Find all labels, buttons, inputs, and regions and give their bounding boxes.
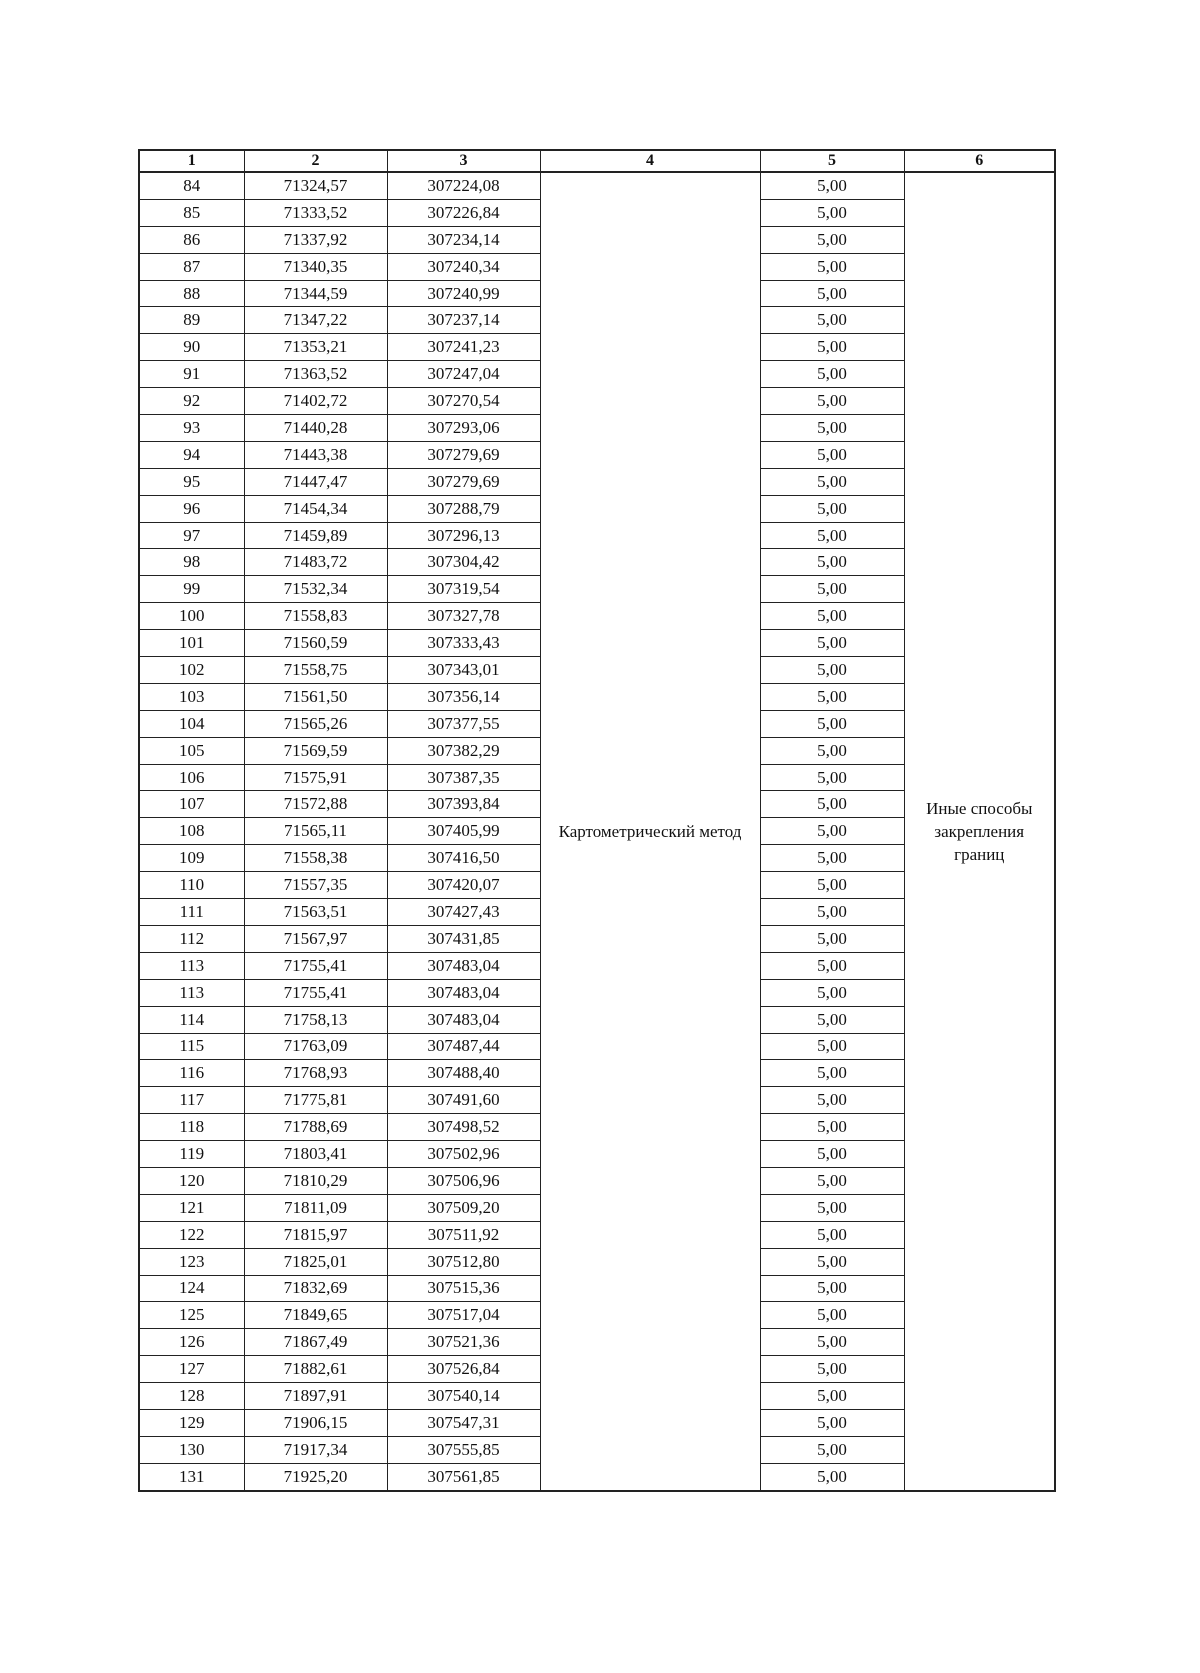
y-coordinate-cell: 307333,43 [387, 630, 540, 657]
y-coordinate-cell: 307304,42 [387, 549, 540, 576]
accuracy-cell: 5,00 [760, 737, 904, 764]
accuracy-cell: 5,00 [760, 522, 904, 549]
method-cell: Картометрический метод [540, 172, 760, 1491]
point-number-cell: 109 [139, 845, 244, 872]
x-coordinate-cell: 71558,75 [244, 657, 387, 684]
y-coordinate-cell: 307226,84 [387, 199, 540, 226]
y-coordinate-cell: 307491,60 [387, 1087, 540, 1114]
y-coordinate-cell: 307247,04 [387, 361, 540, 388]
accuracy-cell: 5,00 [760, 1087, 904, 1114]
point-number-cell: 85 [139, 199, 244, 226]
point-number-cell: 108 [139, 818, 244, 845]
point-number-cell: 107 [139, 791, 244, 818]
y-coordinate-cell: 307431,85 [387, 925, 540, 952]
accuracy-cell: 5,00 [760, 818, 904, 845]
point-number-cell: 98 [139, 549, 244, 576]
accuracy-cell: 5,00 [760, 1194, 904, 1221]
accuracy-cell: 5,00 [760, 845, 904, 872]
y-coordinate-cell: 307382,29 [387, 737, 540, 764]
accuracy-cell: 5,00 [760, 307, 904, 334]
y-coordinate-cell: 307483,04 [387, 1006, 540, 1033]
x-coordinate-cell: 71558,83 [244, 603, 387, 630]
x-coordinate-cell: 71402,72 [244, 388, 387, 415]
y-coordinate-cell: 307237,14 [387, 307, 540, 334]
table-body [139, 172, 1055, 1491]
accuracy-cell: 5,00 [760, 576, 904, 603]
header-col-6: 6 [904, 150, 1055, 172]
point-number-cell: 99 [139, 576, 244, 603]
x-coordinate-cell: 71560,59 [244, 630, 387, 657]
point-number-cell: 124 [139, 1275, 244, 1302]
accuracy-cell: 5,00 [760, 468, 904, 495]
point-number-cell: 123 [139, 1248, 244, 1275]
accuracy-cell: 5,00 [760, 1006, 904, 1033]
x-coordinate-cell: 71483,72 [244, 549, 387, 576]
point-number-cell: 120 [139, 1167, 244, 1194]
point-number-cell: 96 [139, 495, 244, 522]
point-number-cell: 100 [139, 603, 244, 630]
y-coordinate-cell: 307240,34 [387, 253, 540, 280]
x-coordinate-cell: 71363,52 [244, 361, 387, 388]
accuracy-cell: 5,00 [760, 1302, 904, 1329]
accuracy-cell: 5,00 [760, 1167, 904, 1194]
accuracy-cell: 5,00 [760, 415, 904, 442]
accuracy-cell: 5,00 [760, 710, 904, 737]
y-coordinate-cell: 307293,06 [387, 415, 540, 442]
accuracy-cell: 5,00 [760, 791, 904, 818]
y-coordinate-cell: 307526,84 [387, 1356, 540, 1383]
x-coordinate-cell: 71815,97 [244, 1221, 387, 1248]
x-coordinate-cell: 71882,61 [244, 1356, 387, 1383]
y-coordinate-cell: 307506,96 [387, 1167, 540, 1194]
y-coordinate-cell: 307377,55 [387, 710, 540, 737]
y-coordinate-cell: 307483,04 [387, 952, 540, 979]
x-coordinate-cell: 71443,38 [244, 441, 387, 468]
x-coordinate-cell: 71832,69 [244, 1275, 387, 1302]
x-coordinate-cell: 71897,91 [244, 1383, 387, 1410]
y-coordinate-cell: 307512,80 [387, 1248, 540, 1275]
y-coordinate-cell: 307234,14 [387, 226, 540, 253]
accuracy-cell: 5,00 [760, 603, 904, 630]
point-number-cell: 111 [139, 899, 244, 926]
x-coordinate-cell: 71561,50 [244, 683, 387, 710]
x-coordinate-cell: 71572,88 [244, 791, 387, 818]
point-number-cell: 103 [139, 683, 244, 710]
coordinates-table [138, 149, 1056, 1492]
accuracy-cell: 5,00 [760, 388, 904, 415]
x-coordinate-cell: 71324,57 [244, 172, 387, 199]
y-coordinate-cell: 307279,69 [387, 468, 540, 495]
header-col-3: 3 [387, 150, 540, 172]
x-coordinate-cell: 71447,47 [244, 468, 387, 495]
accuracy-cell: 5,00 [760, 226, 904, 253]
y-coordinate-cell: 307343,01 [387, 657, 540, 684]
accuracy-cell: 5,00 [760, 979, 904, 1006]
point-number-cell: 126 [139, 1329, 244, 1356]
point-number-cell: 125 [139, 1302, 244, 1329]
accuracy-cell: 5,00 [760, 495, 904, 522]
accuracy-cell: 5,00 [760, 925, 904, 952]
x-coordinate-cell: 71825,01 [244, 1248, 387, 1275]
x-coordinate-cell: 71569,59 [244, 737, 387, 764]
accuracy-cell: 5,00 [760, 199, 904, 226]
y-coordinate-cell: 307241,23 [387, 334, 540, 361]
y-coordinate-cell: 307487,44 [387, 1033, 540, 1060]
point-number-cell: 102 [139, 657, 244, 684]
y-coordinate-cell: 307488,40 [387, 1060, 540, 1087]
y-coordinate-cell: 307240,99 [387, 280, 540, 307]
y-coordinate-cell: 307420,07 [387, 872, 540, 899]
point-number-cell: 84 [139, 172, 244, 199]
accuracy-cell: 5,00 [760, 1141, 904, 1168]
point-number-cell: 104 [139, 710, 244, 737]
point-number-cell: 87 [139, 253, 244, 280]
fixing-method-cell: Иные способы закрепления границ [904, 172, 1055, 1491]
x-coordinate-cell: 71917,34 [244, 1436, 387, 1463]
header-col-2: 2 [244, 150, 387, 172]
accuracy-cell: 5,00 [760, 1114, 904, 1141]
accuracy-cell: 5,00 [760, 172, 904, 199]
accuracy-cell: 5,00 [760, 1436, 904, 1463]
y-coordinate-cell: 307279,69 [387, 441, 540, 468]
point-number-cell: 101 [139, 630, 244, 657]
accuracy-cell: 5,00 [760, 334, 904, 361]
point-number-cell: 86 [139, 226, 244, 253]
y-coordinate-cell: 307327,78 [387, 603, 540, 630]
point-number-cell: 113 [139, 952, 244, 979]
header-row [139, 150, 1055, 172]
accuracy-cell: 5,00 [760, 1463, 904, 1490]
accuracy-cell: 5,00 [760, 1248, 904, 1275]
accuracy-cell: 5,00 [760, 872, 904, 899]
y-coordinate-cell: 307296,13 [387, 522, 540, 549]
x-coordinate-cell: 71563,51 [244, 899, 387, 926]
point-number-cell: 88 [139, 280, 244, 307]
accuracy-cell: 5,00 [760, 1383, 904, 1410]
x-coordinate-cell: 71344,59 [244, 280, 387, 307]
accuracy-cell: 5,00 [760, 683, 904, 710]
x-coordinate-cell: 71565,26 [244, 710, 387, 737]
point-number-cell: 114 [139, 1006, 244, 1033]
header-col-1: 1 [139, 150, 244, 172]
point-number-cell: 90 [139, 334, 244, 361]
x-coordinate-cell: 71454,34 [244, 495, 387, 522]
x-coordinate-cell: 71925,20 [244, 1463, 387, 1490]
accuracy-cell: 5,00 [760, 280, 904, 307]
x-coordinate-cell: 71849,65 [244, 1302, 387, 1329]
point-number-cell: 113 [139, 979, 244, 1006]
point-number-cell: 117 [139, 1087, 244, 1114]
accuracy-cell: 5,00 [760, 549, 904, 576]
y-coordinate-cell: 307319,54 [387, 576, 540, 603]
x-coordinate-cell: 71775,81 [244, 1087, 387, 1114]
x-coordinate-cell: 71532,34 [244, 576, 387, 603]
accuracy-cell: 5,00 [760, 1033, 904, 1060]
point-number-cell: 122 [139, 1221, 244, 1248]
y-coordinate-cell: 307498,52 [387, 1114, 540, 1141]
accuracy-cell: 5,00 [760, 1275, 904, 1302]
point-number-cell: 118 [139, 1114, 244, 1141]
y-coordinate-cell: 307540,14 [387, 1383, 540, 1410]
accuracy-cell: 5,00 [760, 899, 904, 926]
x-coordinate-cell: 71558,38 [244, 845, 387, 872]
x-coordinate-cell: 71788,69 [244, 1114, 387, 1141]
accuracy-cell: 5,00 [760, 952, 904, 979]
point-number-cell: 95 [139, 468, 244, 495]
x-coordinate-cell: 71459,89 [244, 522, 387, 549]
point-number-cell: 127 [139, 1356, 244, 1383]
accuracy-cell: 5,00 [760, 361, 904, 388]
accuracy-cell: 5,00 [760, 1221, 904, 1248]
accuracy-cell: 5,00 [760, 1329, 904, 1356]
x-coordinate-cell: 71440,28 [244, 415, 387, 442]
x-coordinate-cell: 71340,35 [244, 253, 387, 280]
x-coordinate-cell: 71803,41 [244, 1141, 387, 1168]
accuracy-cell: 5,00 [760, 1356, 904, 1383]
point-number-cell: 105 [139, 737, 244, 764]
y-coordinate-cell: 307509,20 [387, 1194, 540, 1221]
table-row [139, 172, 1055, 199]
point-number-cell: 131 [139, 1463, 244, 1490]
y-coordinate-cell: 307555,85 [387, 1436, 540, 1463]
point-number-cell: 129 [139, 1409, 244, 1436]
x-coordinate-cell: 71567,97 [244, 925, 387, 952]
x-coordinate-cell: 71755,41 [244, 979, 387, 1006]
x-coordinate-cell: 71810,29 [244, 1167, 387, 1194]
y-coordinate-cell: 307427,43 [387, 899, 540, 926]
point-number-cell: 92 [139, 388, 244, 415]
y-coordinate-cell: 307521,36 [387, 1329, 540, 1356]
y-coordinate-cell: 307356,14 [387, 683, 540, 710]
y-coordinate-cell: 307547,31 [387, 1409, 540, 1436]
point-number-cell: 121 [139, 1194, 244, 1221]
header-col-4: 4 [540, 150, 760, 172]
accuracy-cell: 5,00 [760, 657, 904, 684]
point-number-cell: 94 [139, 441, 244, 468]
point-number-cell: 110 [139, 872, 244, 899]
x-coordinate-cell: 71337,92 [244, 226, 387, 253]
point-number-cell: 91 [139, 361, 244, 388]
point-number-cell: 112 [139, 925, 244, 952]
y-coordinate-cell: 307288,79 [387, 495, 540, 522]
x-coordinate-cell: 71347,22 [244, 307, 387, 334]
point-number-cell: 106 [139, 764, 244, 791]
point-number-cell: 116 [139, 1060, 244, 1087]
y-coordinate-cell: 307483,04 [387, 979, 540, 1006]
x-coordinate-cell: 71768,93 [244, 1060, 387, 1087]
y-coordinate-cell: 307517,04 [387, 1302, 540, 1329]
point-number-cell: 93 [139, 415, 244, 442]
x-coordinate-cell: 71867,49 [244, 1329, 387, 1356]
accuracy-cell: 5,00 [760, 1060, 904, 1087]
x-coordinate-cell: 71755,41 [244, 952, 387, 979]
x-coordinate-cell: 71763,09 [244, 1033, 387, 1060]
point-number-cell: 130 [139, 1436, 244, 1463]
x-coordinate-cell: 71575,91 [244, 764, 387, 791]
x-coordinate-cell: 71906,15 [244, 1409, 387, 1436]
x-coordinate-cell: 71333,52 [244, 199, 387, 226]
point-number-cell: 97 [139, 522, 244, 549]
y-coordinate-cell: 307224,08 [387, 172, 540, 199]
point-number-cell: 119 [139, 1141, 244, 1168]
y-coordinate-cell: 307511,92 [387, 1221, 540, 1248]
accuracy-cell: 5,00 [760, 441, 904, 468]
accuracy-cell: 5,00 [760, 253, 904, 280]
accuracy-cell: 5,00 [760, 764, 904, 791]
header-col-5: 5 [760, 150, 904, 172]
y-coordinate-cell: 307393,84 [387, 791, 540, 818]
point-number-cell: 128 [139, 1383, 244, 1410]
accuracy-cell: 5,00 [760, 630, 904, 657]
y-coordinate-cell: 307405,99 [387, 818, 540, 845]
x-coordinate-cell: 71353,21 [244, 334, 387, 361]
accuracy-cell: 5,00 [760, 1409, 904, 1436]
y-coordinate-cell: 307270,54 [387, 388, 540, 415]
point-number-cell: 115 [139, 1033, 244, 1060]
x-coordinate-cell: 71758,13 [244, 1006, 387, 1033]
y-coordinate-cell: 307387,35 [387, 764, 540, 791]
x-coordinate-cell: 71565,11 [244, 818, 387, 845]
x-coordinate-cell: 71811,09 [244, 1194, 387, 1221]
point-number-cell: 89 [139, 307, 244, 334]
y-coordinate-cell: 307502,96 [387, 1141, 540, 1168]
y-coordinate-cell: 307515,36 [387, 1275, 540, 1302]
y-coordinate-cell: 307416,50 [387, 845, 540, 872]
y-coordinate-cell: 307561,85 [387, 1463, 540, 1490]
x-coordinate-cell: 71557,35 [244, 872, 387, 899]
